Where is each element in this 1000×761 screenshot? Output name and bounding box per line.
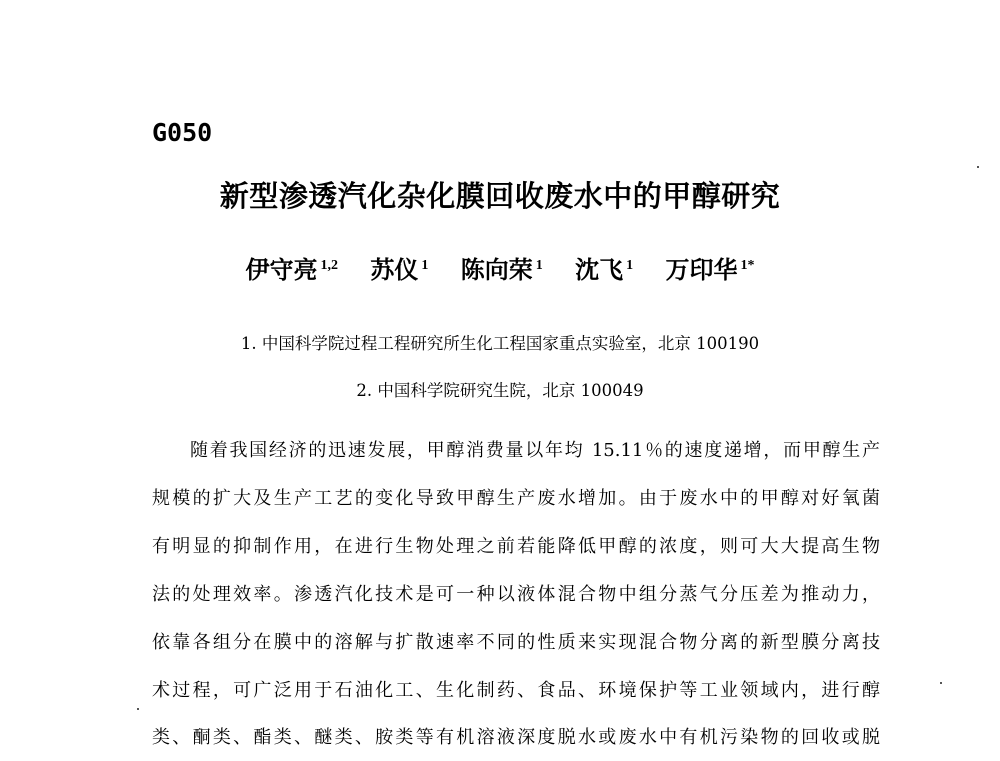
author bbox=[575, 250, 633, 285]
author bbox=[665, 250, 754, 285]
paper-code: G050 bbox=[152, 118, 213, 147]
scan-speck bbox=[940, 682, 942, 684]
body-text-line: 有明显的抑制作用，在进行生物处理之前若能降低甲醇的浓度，则可大大提高生物 bbox=[152, 536, 880, 557]
author-list bbox=[0, 250, 1000, 285]
author bbox=[461, 250, 543, 285]
body-text-line: 依靠各组分在膜中的溶解与扩散速率不同的性质来实现混合物分离的新型膜分离技 bbox=[152, 632, 880, 653]
affiliation-2: 2. 中国科学院研究生院，北京 100049 bbox=[356, 381, 644, 400]
author-name: 伊守亮 bbox=[245, 256, 318, 284]
author-name: 沈飞 bbox=[575, 256, 624, 284]
paper-title: 新型渗透汽化杂化膜回收废水中的甲醇研究 bbox=[219, 179, 781, 213]
author bbox=[370, 250, 428, 285]
author-affiliation-mark: 1,2 bbox=[320, 258, 339, 273]
affiliation-1: 1. 中国科学院过程工程研究所生化工程国家重点实验室，北京 100190 bbox=[240, 334, 760, 353]
author-name: 苏仪 bbox=[370, 256, 419, 284]
author-affiliation-mark: 1 bbox=[626, 258, 634, 273]
body-text-line: 随着我国经济的迅速发展，甲醇消费量以年均 15.11％的速度递增，而甲醇生产 bbox=[190, 440, 880, 461]
author bbox=[246, 250, 339, 285]
body-text-line: 类、酮类、酯类、醚类、胺类等有机溶液深度脱水或废水中有机污染物的回收或脱 bbox=[152, 727, 880, 748]
author-affiliation-mark: 1* bbox=[740, 258, 755, 273]
body-text-line: 规模的扩大及生产工艺的变化导致甲醇生产废水增加。由于废水中的甲醇对好氧菌 bbox=[152, 488, 880, 509]
author-name: 陈向荣 bbox=[460, 256, 533, 284]
body-text-line: 法的处理效率。渗透汽化技术是可一种以液体混合物中组分蒸气分压差为推动力， bbox=[152, 584, 880, 605]
scan-speck bbox=[977, 166, 979, 168]
author-name: 万印华 bbox=[665, 256, 738, 284]
body-text-line: 术过程，可广泛用于石油化工、生化制药、食品、环境保护等工业领域内，进行醇 bbox=[152, 680, 880, 701]
author-affiliation-mark: 1 bbox=[421, 258, 429, 273]
scan-speck bbox=[137, 708, 139, 710]
author-affiliation-mark: 1 bbox=[535, 258, 543, 273]
